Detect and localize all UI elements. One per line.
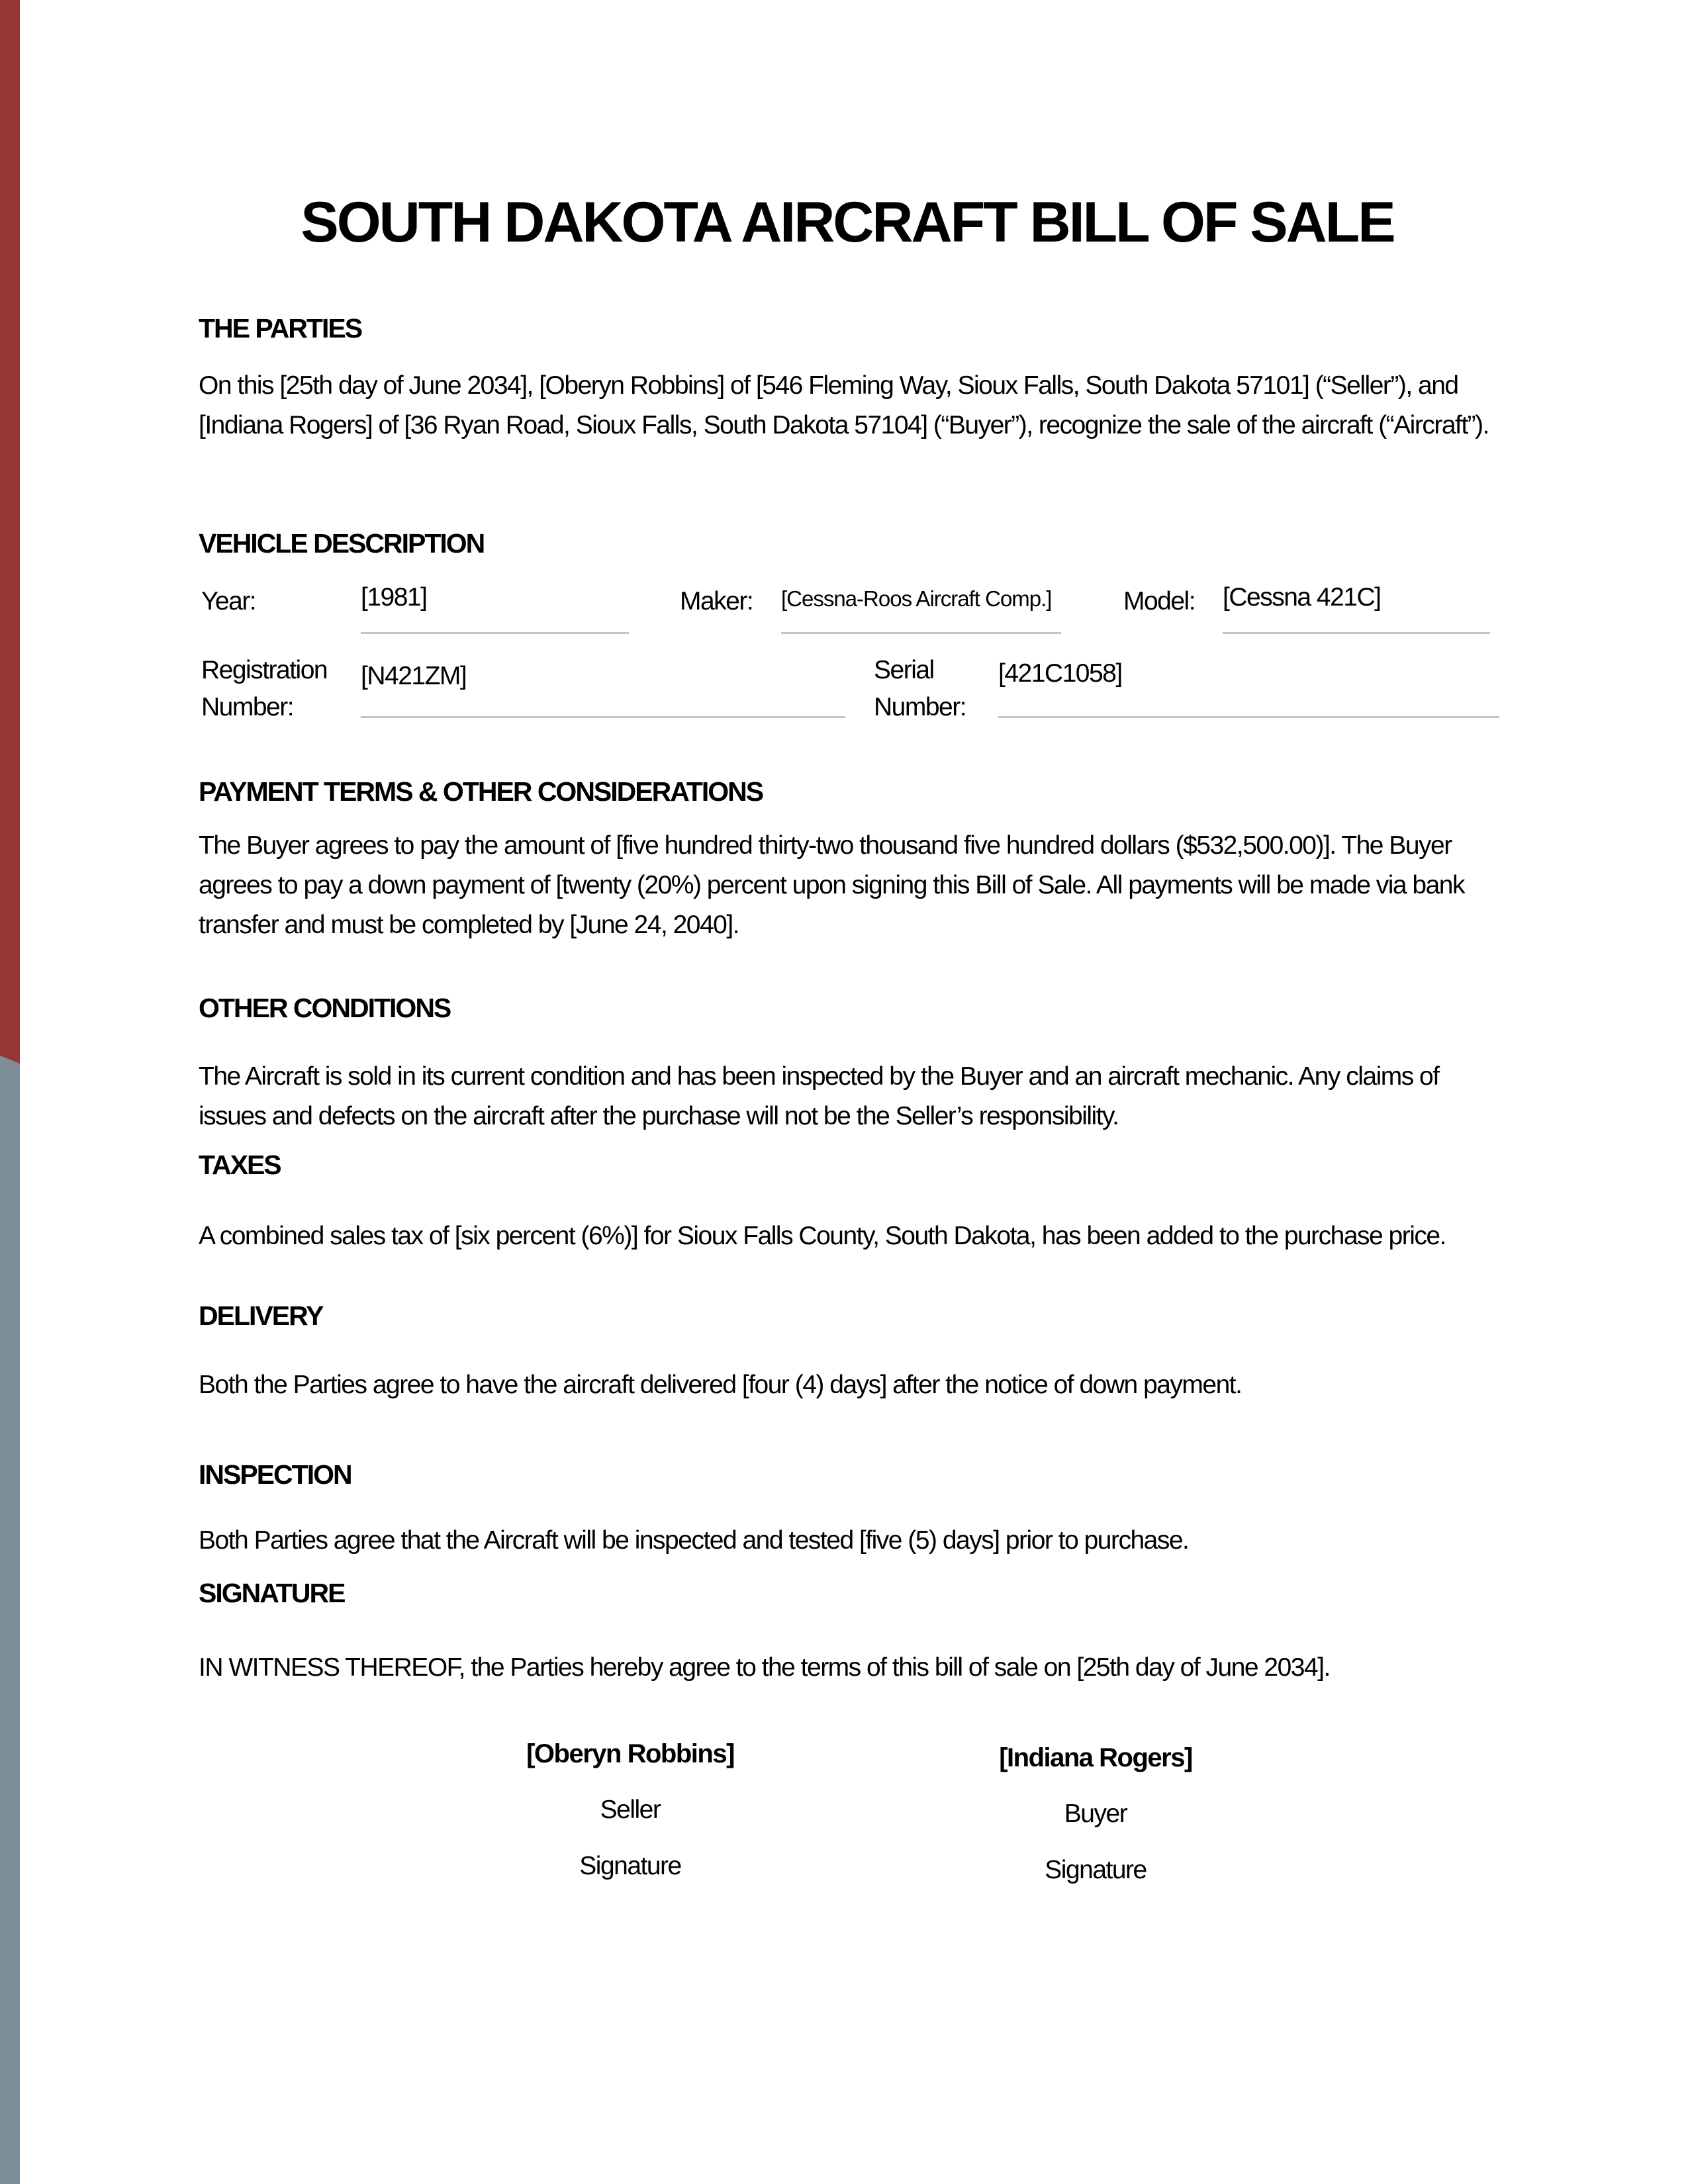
heading-delivery: DELIVERY — [199, 1300, 323, 1331]
buyer-role-label: Buyer — [1064, 1799, 1127, 1828]
page-title: SOUTH DAKOTA AIRCRAFT BILL OF SALE — [301, 191, 1394, 254]
heading-signature: SIGNATURE — [199, 1578, 345, 1608]
buyer-name: [Indiana Rogers] — [999, 1743, 1192, 1772]
maker-label: Maker: — [680, 587, 753, 615]
seller-signature-block — [461, 1738, 799, 1910]
maker-field: [Cessna-Roos Aircraft Comp.] — [781, 586, 1061, 634]
heading-the-parties: THE PARTIES — [199, 313, 362, 343]
model-label: Model: — [1123, 587, 1196, 615]
registration-number-field: [N421ZM] — [361, 662, 845, 718]
taxes-paragraph: A combined sales tax of [six percent (6%)] for Sioux Falls County, South Dakota, has been added to the purchase price. — [199, 1222, 1446, 1250]
buyer-signature-label: Signature — [1045, 1856, 1147, 1884]
left-accent-bar-gray — [0, 1056, 20, 2184]
heading-payment-terms: PAYMENT TERMS & OTHER CONSIDERATIONS — [199, 776, 763, 807]
serial-number-field: [421C1058] — [998, 659, 1499, 718]
inspection-paragraph: Both Parties agree that the Aircraft will be inspected and tested [five (5) days] prior to purchase. — [199, 1526, 1189, 1555]
witness-paragraph: IN WITNESS THEREOF, the Parties hereby agree to the terms of this bill of sale on [25th day of June 2034]. — [199, 1653, 1330, 1682]
heading-inspection: INSPECTION — [199, 1459, 352, 1490]
conditions-paragraph: The Aircraft is sold in its current condition and has been inspected by the Buyer and an aircraft mechanic. Any claims of issues and defects on the aircraft after the purchase will not be the Seller’s responsibility. — [199, 1062, 1439, 1130]
registration-number-label: Registration Number: — [201, 656, 328, 721]
heading-other-conditions: OTHER CONDITIONS — [199, 993, 451, 1023]
heading-taxes: TAXES — [199, 1150, 281, 1180]
seller-name: [Oberyn Robbins] — [526, 1739, 734, 1768]
seller-signature-label: Signature — [579, 1852, 681, 1880]
serial-number-label: Serial Number: — [874, 656, 966, 721]
delivery-paragraph: Both the Parties agree to have the aircraft delivered [four (4) days] after the notice of down payment. — [199, 1371, 1242, 1399]
year-label: Year: — [201, 587, 256, 615]
left-accent-bar-red — [0, 0, 20, 1064]
payment-paragraph: The Buyer agrees to pay the amount of [five hundred thirty-two thousand five hundred dollars ($532,500.00)]. The Buyer agrees to pay a down payment of [twenty (20%) percent upon signing this Bill of Sale. All payments will be made via bank transfer and must be completed by [June 24, 2040]. — [199, 831, 1464, 939]
model-field: [Cessna 421C] — [1223, 583, 1490, 634]
parties-paragraph: On this [25th day of June 2034], [Oberyn Robbins] of [546 Fleming Way, Sioux Falls, South Dakota 57101] (“Seller”), and [Indiana Rogers] of [36 Ryan Road, Sioux Falls, South Dakota 57104] (“Buyer”), recognize the sale of the aircraft (“Aircraft”). — [199, 371, 1489, 439]
seller-role-label: Seller — [600, 1796, 661, 1824]
year-field: [1981] — [361, 583, 629, 634]
buyer-signature-block — [927, 1742, 1264, 1914]
heading-vehicle-description: VEHICLE DESCRIPTION — [199, 528, 485, 559]
